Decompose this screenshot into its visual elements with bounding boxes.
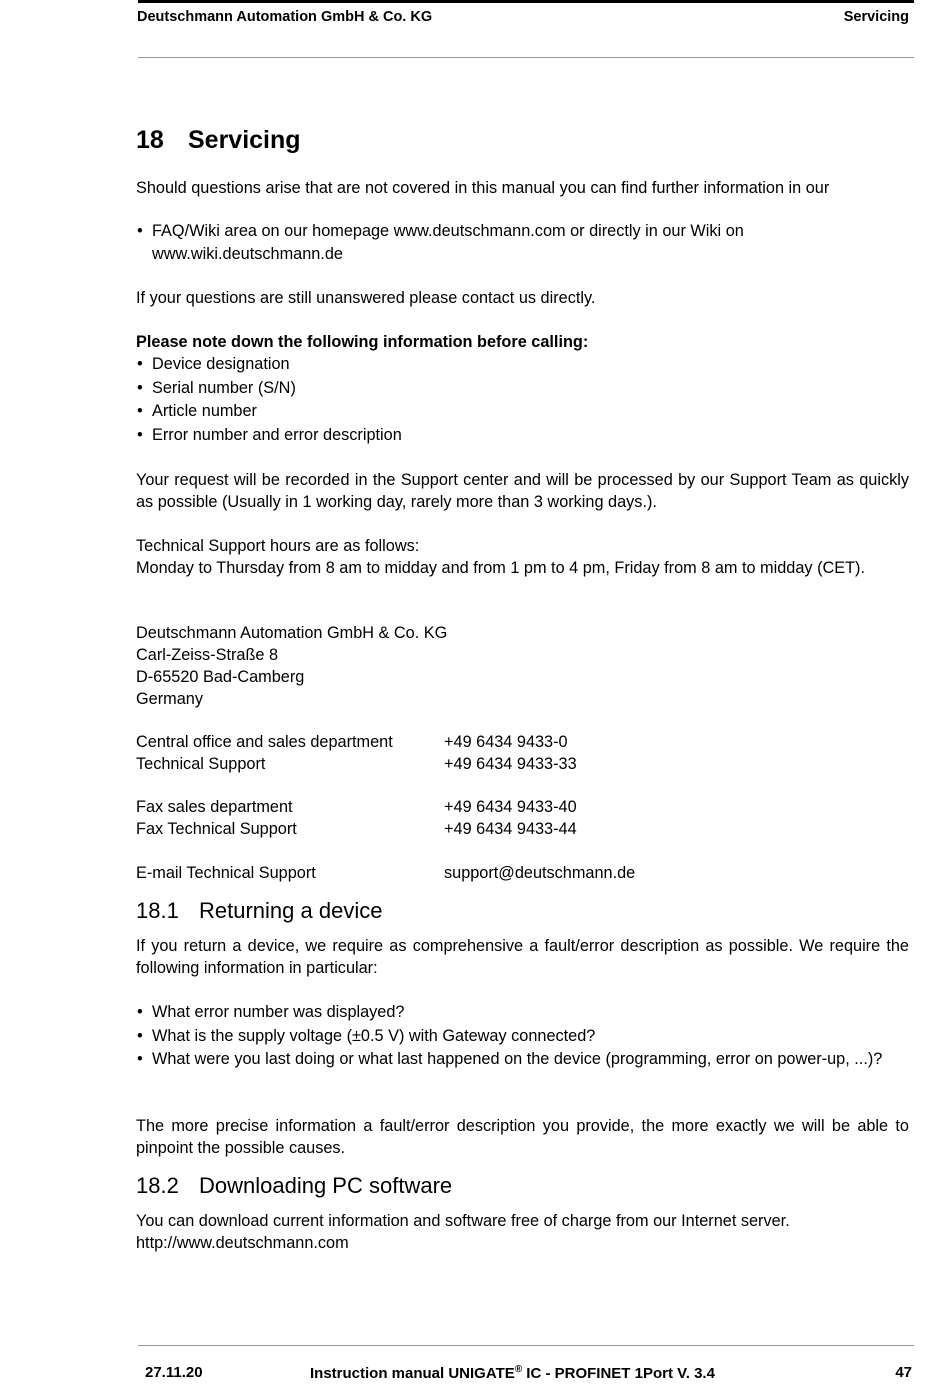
address-company: Deutschmann Automation GmbH & Co. KG	[136, 624, 448, 642]
return-list	[137, 1001, 909, 1072]
section-title: Downloading PC software	[199, 1173, 453, 1198]
chapter-number: 18	[136, 126, 164, 154]
return-closing: The more precise information a fault/error description you provide, the more exactly we will be able to pinpoint the possible causes.	[136, 1117, 909, 1157]
return-intro: If you return a device, we require as comprehensive a fault/error description as possible. We require the following information in particular:	[136, 937, 909, 977]
contact-value: +49 6434 9433-40	[444, 798, 577, 816]
footer-page-number: 47	[895, 1364, 912, 1381]
contact-email: support@deutschmann.de	[444, 864, 636, 882]
header-company: Deutschmann Automation GmbH & Co. KG	[137, 9, 433, 25]
footer-date: 27.11.20	[145, 1364, 203, 1381]
contact-value: +49 6434 9433-0	[444, 733, 568, 751]
contact-row	[136, 862, 635, 884]
list-item: • Article number	[137, 400, 909, 424]
hours-paragraph: Monday to Thursday from 8 am to midday and from 1 pm to 4 pm, Friday from 8 am to midday (CET).	[136, 559, 865, 577]
unanswered-paragraph: If your questions are still unanswered please contact us directly.	[136, 289, 596, 307]
contact-label: Technical Support	[136, 755, 266, 773]
section-heading-return	[136, 898, 382, 924]
registered-mark: ®	[514, 1364, 523, 1375]
faq-list	[137, 220, 909, 266]
footer-manual-title	[310, 1364, 715, 1382]
list-item: • Error number and error description	[137, 424, 909, 448]
contact-row	[136, 753, 577, 775]
contact-row	[136, 796, 577, 818]
list-item: • Device designation	[137, 353, 909, 377]
contact-label: E-mail Technical Support	[136, 864, 316, 882]
note-heading: Please note down the following information before calling:	[136, 333, 589, 351]
section-heading-download	[136, 1173, 452, 1199]
header-top-rule	[138, 0, 914, 3]
address-city: D-65520 Bad-Camberg	[136, 668, 305, 686]
list-item: • What is the supply voltage (±0.5 V) with Gateway connected?	[137, 1025, 909, 1049]
footer-manual-prefix: Instruction manual UNIGATE	[310, 1365, 515, 1382]
faq-bullet: • FAQ/Wiki area on our homepage www.deutschmann.com or directly in our Wiki on www.wiki.deutschmann.de	[137, 220, 842, 266]
download-url: http://www.deutschmann.com	[136, 1234, 349, 1252]
contact-value: +49 6434 9433-33	[444, 755, 577, 773]
chapter-heading	[136, 126, 301, 155]
contact-label: Central office and sales department	[136, 733, 393, 751]
contact-row	[136, 731, 568, 753]
list-item: • Serial number (S/N)	[137, 377, 909, 401]
chapter-title: Servicing	[188, 126, 301, 154]
section-title: Returning a device	[199, 898, 383, 923]
header-section: Servicing	[843, 9, 909, 25]
section-number: 18.1	[136, 898, 179, 923]
section-number: 18.2	[136, 1173, 179, 1198]
contact-value: +49 6434 9433-44	[444, 820, 577, 838]
address-country: Germany	[136, 690, 203, 708]
list-item: • What error number was displayed?	[137, 1001, 909, 1025]
contact-label: Fax sales department	[136, 798, 293, 816]
download-text: You can download current information and software free of charge from our Internet server.	[136, 1212, 790, 1230]
note-list	[137, 353, 909, 447]
hours-heading: Technical Support hours are as follows:	[136, 537, 420, 555]
header-divider	[138, 57, 914, 58]
intro-paragraph: Should questions arise that are not covered in this manual you can find further information in our	[136, 179, 830, 197]
list-item: • What were you last doing or what last happened on the device (programming, error on power-up, ...)?	[137, 1048, 909, 1072]
footer-manual-suffix: IC - PROFINET 1Port V. 3.4	[522, 1365, 715, 1382]
contact-row	[136, 818, 577, 840]
request-paragraph: Your request will be recorded in the Support center and will be processed by our Support Team as quickly as possible (Usually in 1 working day, rarely more than 3 working days.).	[136, 471, 909, 511]
address-street: Carl-Zeiss-Straße 8	[136, 646, 279, 664]
footer-divider	[138, 1345, 914, 1346]
contact-label: Fax Technical Support	[136, 820, 297, 838]
